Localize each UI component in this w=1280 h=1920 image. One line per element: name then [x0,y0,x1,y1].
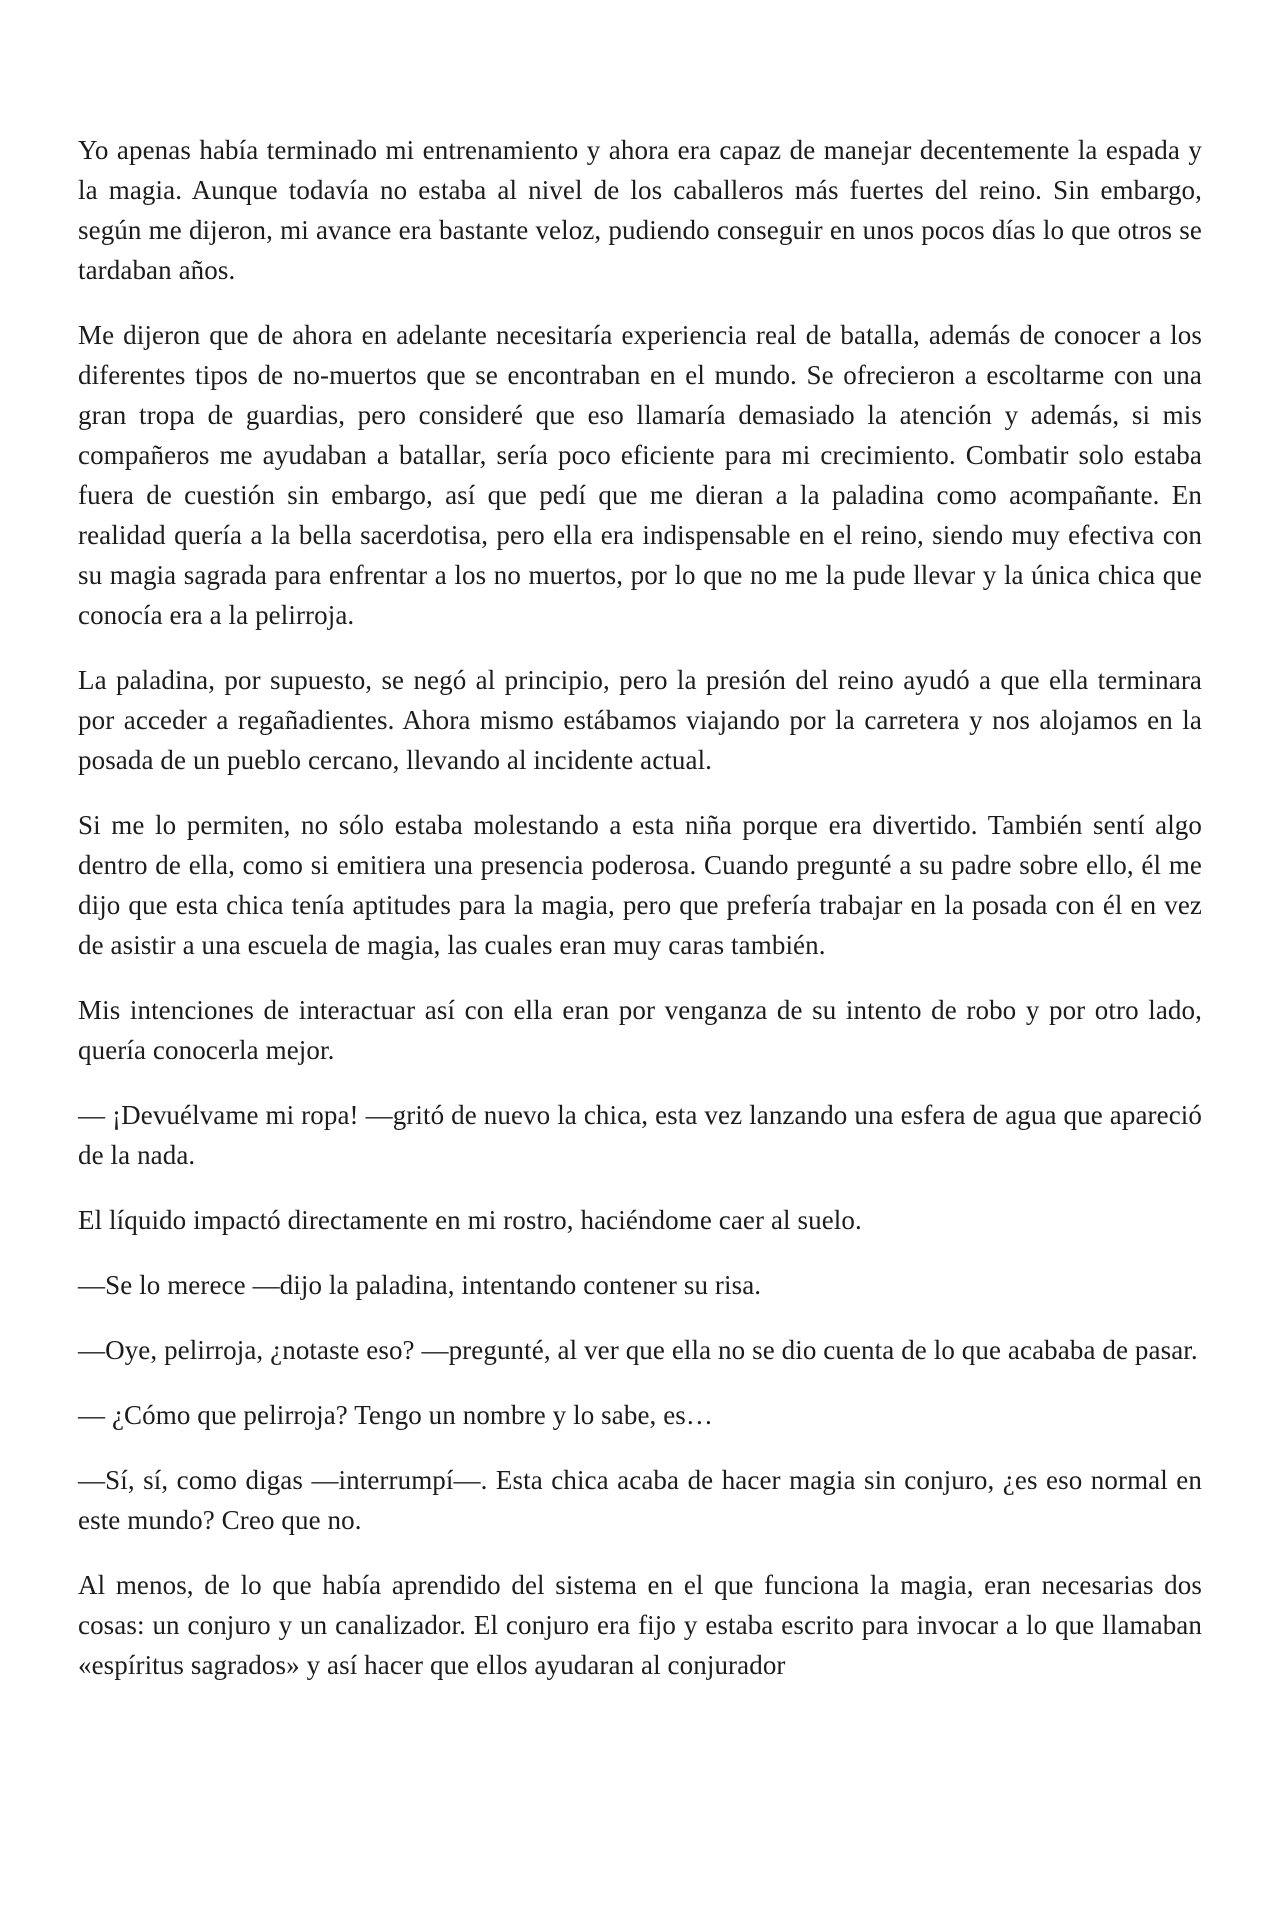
paragraph-4: Si me lo permiten, no sólo estaba molestando a esta niña porque era divertido. También sentí algo dentro de ella, como si emitiera una presencia poderosa. Cuando pregunté a su padre sobre ello, él me dijo que esta chica tenía aptitudes para la magia, pero que prefería trabajar en la posada con él en vez de asistir a una escuela de magia, las cuales eran muy caras también. [78,810,1202,960]
paragraph-6: El líquido impactó directamente en mi rostro, haciéndome caer al suelo. [78,1205,862,1235]
dialogue-5: —Sí, sí, como digas —interrumpí—. Esta chica acaba de hacer magia sin conjuro, ¿es eso normal en este mundo? Creo que no. [78,1465,1202,1535]
dialogue-3: —Oye, pelirroja, ¿notaste eso? —pregunté, al ver que ella no se dio cuenta de lo que acababa de pasar. [78,1335,1198,1365]
paragraph-7: Al menos, de lo que había aprendido del sistema en el que funciona la magia, eran necesarias dos cosas: un conjuro y un canalizador. El conjuro era fijo y estaba escrito para invocar a lo que llamaban «espíritus sagrados» y así hacer que ellos ayudaran al conjurador [78,1570,1202,1680]
paragraph-5: Mis intenciones de interactuar así con ella eran por venganza de su intento de robo y por otro lado, quería conocerla mejor. [78,995,1202,1065]
dialogue-1: — ¡Devuélvame mi ropa! —gritó de nuevo la chica, esta vez lanzando una esfera de agua que apareció de la nada. [78,1100,1202,1170]
paragraph-2: Me dijeron que de ahora en adelante necesitaría experiencia real de batalla, además de conocer a los diferentes tipos de no-muertos que se encontraban en el mundo. Se ofrecieron a escoltarme con una gran tropa de guardias, pero consideré que eso llamaría demasiado la atención y además, si mis compañeros me ayudaban a batallar, sería poco eficiente para mi crecimiento. Combatir solo estaba fuera de cuestión sin embargo, así que pedí que me dieran a la paladina como acompañante. En realidad quería a la bella sacerdotisa, pero ella era indispensable en el reino, siendo muy efectiva con su magia sagrada para enfrentar a los no muertos, por lo que no me la pude llevar y la única chica que conocía era a la pelirroja. [78,320,1202,630]
dialogue-2: —Se lo merece —dijo la paladina, intentando contener su risa. [78,1270,762,1300]
paragraph-1: Yo apenas había terminado mi entrenamiento y ahora era capaz de manejar decentemente la espada y la magia. Aunque todavía no estaba al nivel de los caballeros más fuertes del reino. Sin embargo, según me dijeron, mi avance era bastante veloz, pudiendo conseguir en unos pocos días lo que otros se tardaban años. [78,135,1202,285]
paragraph-3: La paladina, por supuesto, se negó al principio, pero la presión del reino ayudó a que ella terminara por acceder a regañadientes. Ahora mismo estábamos viajando por la carretera y nos alojamos en la posada de un pueblo cercano, llevando al incidente actual. [78,665,1202,775]
dialogue-4: — ¿Cómo que pelirroja? Tengo un nombre y lo sabe, es… [78,1400,714,1430]
